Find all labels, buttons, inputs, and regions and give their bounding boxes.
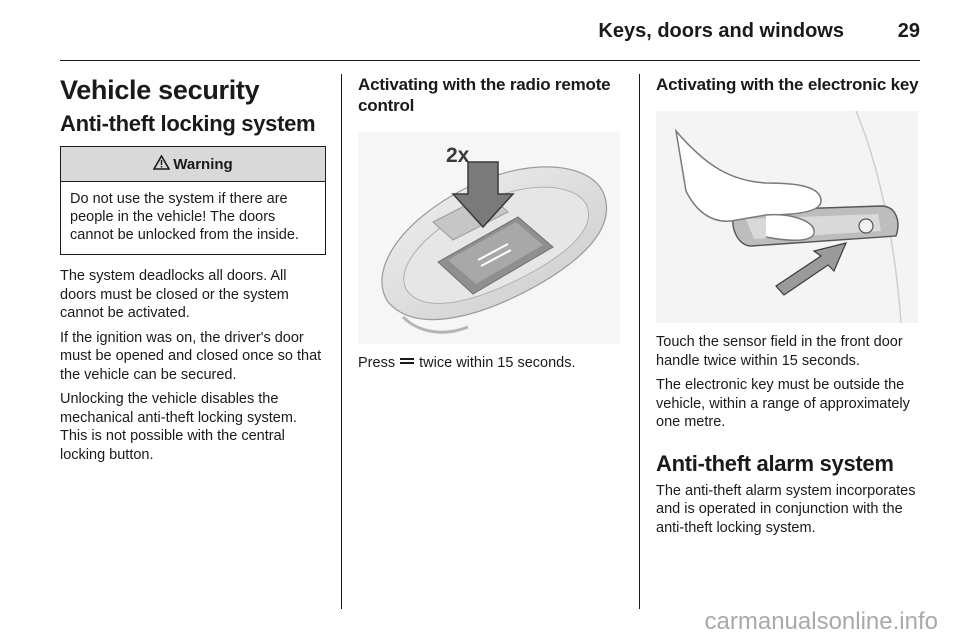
section-title: Keys, doors and windows — [598, 20, 844, 42]
section-heading: Anti-theft locking system — [60, 111, 316, 136]
column-divider — [341, 74, 342, 609]
section-heading: Anti-theft alarm system — [656, 450, 894, 476]
page-header — [60, 0, 920, 61]
watermark: carmanualsonline.info — [704, 608, 938, 635]
section-heading: Activating with the electronic key — [656, 75, 919, 94]
paragraph: If the ignition was on, the driver's door must be opened and closed once so that the vehicle can be secured. — [60, 329, 322, 383]
caption-text: Press — [358, 355, 396, 372]
paragraph: The electronic key must be outside the vehicle, within a range of approximately one metre. — [656, 377, 910, 430]
page-title: Vehicle security — [60, 75, 260, 105]
column-divider — [639, 74, 640, 609]
page-number: 29 — [897, 20, 920, 42]
column-electronic-key — [656, 74, 922, 543]
column-radio-remote — [358, 74, 624, 379]
paragraph: Unlocking the vehicle disables the mechanical anti-theft locking system. This is not possible with the central locking button. — [60, 391, 297, 463]
paragraph: The system deadlocks all doors. All doors must be closed or the system cannot be activated. — [60, 268, 289, 321]
press-count-label: 2x — [446, 144, 470, 167]
column-vehicle-security — [60, 74, 326, 470]
warning-label: Warning — [173, 155, 233, 173]
warning-text: Do not use the system if there are people in the vehicle! The doors cannot be unlocked from the inside. — [70, 191, 299, 243]
remote-key-illustration — [358, 132, 620, 344]
section-heading: Activating with the radio remote control — [358, 75, 611, 115]
paragraph: Touch the sensor field in the front door handle twice within 15 seconds. — [656, 334, 903, 369]
warning-triangle-icon — [153, 155, 170, 174]
body-text — [60, 267, 326, 464]
lock-button-icon — [399, 354, 415, 373]
warning-box — [60, 146, 326, 255]
door-handle-illustration — [656, 111, 918, 323]
warning-header — [61, 147, 325, 182]
paragraph: The anti-theft alarm system incorporates and is operated in conjunction with the anti-theft locking system. — [656, 482, 916, 536]
figure-caption — [358, 354, 624, 373]
caption-text: twice within 15 seconds. — [419, 355, 576, 372]
